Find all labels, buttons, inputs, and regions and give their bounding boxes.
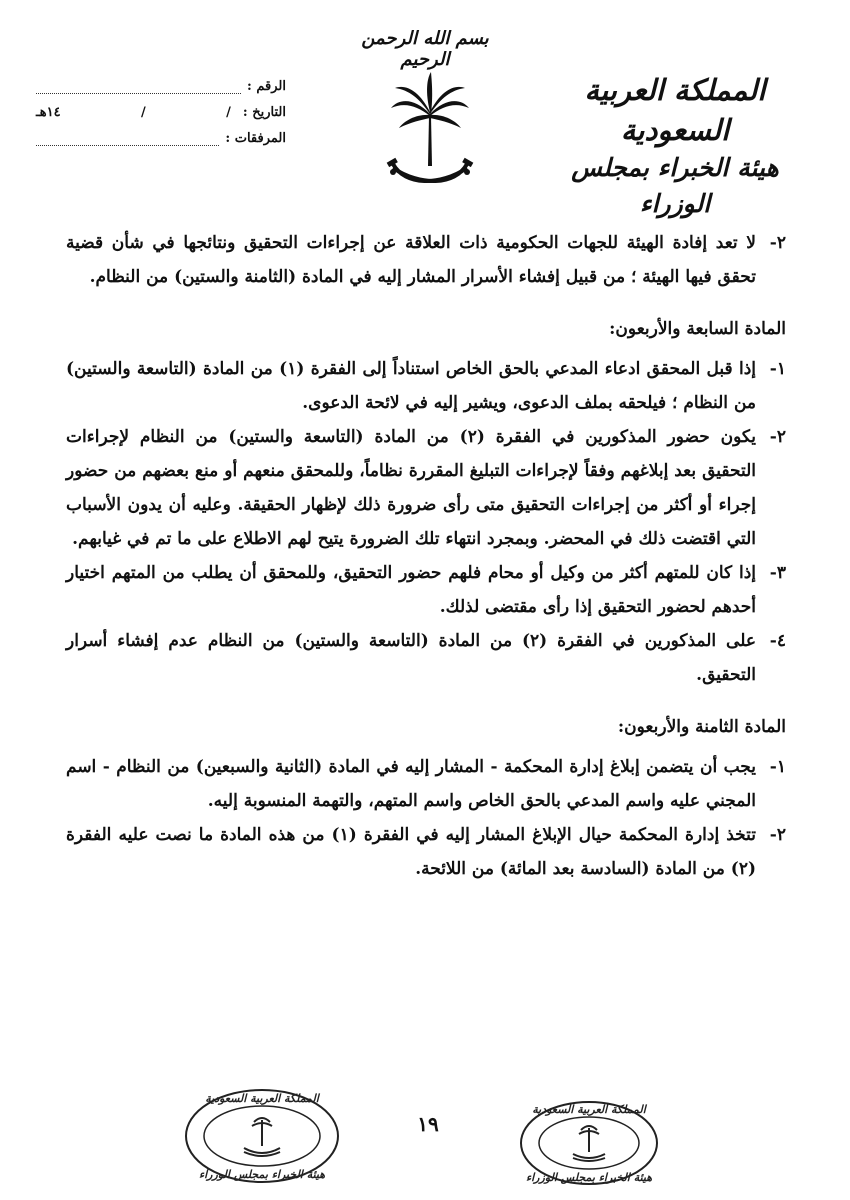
saudi-emblem-icon [385, 68, 475, 198]
date-year-suffix: ١٤هـ [36, 105, 61, 120]
date-field [36, 105, 243, 120]
date-slash: / [141, 105, 146, 120]
letterhead-title [540, 70, 810, 222]
item-number: ١- [769, 757, 786, 777]
item-text: إذا قبل المحقق ادعاء المدعي بالحق الخاص استناداً إلى الفقرة (١) من المادة (التاسعة والستين) من النظام ؛ فيلحقه بملف الدعوى، ويشير إليه في لائحة الدعوى. [66, 359, 756, 413]
reference-number-label: الرقم [256, 79, 286, 94]
date-label: التاريخ [252, 105, 286, 120]
stamp-right-top-text: المملكة العربية السعودية [532, 1103, 646, 1116]
item-text: إذا كان للمتهم أكثر من وكيل أو محام فلهم حضور التحقيق، وللمحقق أن يطلب من المتهم اختيار أحدهم لحضور التحقيق إذا رأى مقتضى لذلك. [66, 563, 756, 617]
article-47-item [66, 624, 786, 692]
article-48-title: المادة الثامنة والأربعون: [617, 717, 786, 737]
document-body [66, 226, 786, 886]
item-text: يكون حضور المذكورين في الفقرة (٢) من المادة (التاسعة والستين) من النظام لإجراءات التحقيق بعد إبلاغهم وفقاً لإجراءات التبليغ المقررة نظاماً، وللمحقق منعهم أو منع بعضهم من حضور إجراء أو أكثر من إجراءات التحقيق متى رأى ضرورة ذلك لإظهار الحقيقة. وعليه أن يدون الأسباب التي اقتضت ذلك في المحضر. وبمجرد انتهاء تلك الضرورة يتيح لهم الاطلاع على ما تم في غيابهم. [66, 427, 756, 549]
official-stamp-right [517, 1098, 662, 1188]
kingdom-name: المملكة العربية السعودية [584, 73, 766, 147]
reference-number-field [36, 79, 241, 94]
item-number: ٢- [769, 427, 786, 447]
article-47-item [66, 420, 786, 556]
attachments-label: المرفقات [234, 131, 286, 146]
article-47-title: المادة السابعة والأربعون: [609, 319, 786, 339]
item-text: يجب أن يتضمن إبلاغ إدارة المحكمة - المشار إليه في المادة (الثانية والسبعين) من النظام - اسم المجني عليه واسم المدعي بالحق الخاص واسم المتهم، والتهمة المنسوبة إليه. [66, 757, 756, 811]
agency-name: هيئة الخبراء بمجلس الوزراء [571, 153, 779, 218]
basmala: بسم الله الرحمن الرحيم [361, 28, 489, 70]
attachments-field [36, 131, 219, 146]
article-48-item [66, 750, 786, 818]
date-slash: / [226, 105, 231, 120]
item-text: تتخذ إدارة المحكمة حيال الإبلاغ المشار إليه في الفقرة (١) من هذه المادة ما نصت عليه الفقرة (٢) من المادة (السادسة بعد المائة) من اللائحة. [66, 825, 756, 879]
article-47-item [66, 556, 786, 624]
article-48-item [66, 818, 786, 886]
stamp-right-bottom-text: هيئة الخبراء بمجلس الوزراء [525, 1171, 653, 1184]
paragraph-number: ٢- [769, 233, 786, 253]
paragraph [66, 226, 786, 294]
attachments-row: المرفقات : [36, 120, 286, 146]
item-number: ٤- [769, 631, 786, 651]
reference-number-row: الرقم : [36, 68, 286, 94]
paragraph-text: لا تعد إفادة الهيئة للجهات الحكومية ذات العلاقة عن إجراءات التحقيق ونتائجها في شأن قضية تحقق فيها الهيئة ؛ من قبيل إفشاء الأسرار المشار إليه في المادة (الثامنة والستين) من النظام. [66, 233, 756, 287]
page-number: ١٩ [417, 1112, 439, 1136]
stamp-left-top-text: المملكة العربية السعودية [205, 1092, 319, 1105]
item-number: ١- [769, 359, 786, 379]
official-stamp-left [182, 1086, 342, 1186]
item-number: ٣- [769, 563, 786, 583]
date-row: التاريخ : / / ١٤هـ [36, 105, 286, 120]
item-number: ٢- [769, 825, 786, 845]
article-47-item [66, 352, 786, 420]
stamp-left-bottom-text: هيئة الخبراء بمجلس الوزراء [198, 1168, 326, 1181]
item-text: على المذكورين في الفقرة (٢) من المادة (التاسعة والستين) من النظام عدم إفشاء أسرار التحقيق. [66, 631, 756, 685]
reference-block [36, 68, 286, 146]
